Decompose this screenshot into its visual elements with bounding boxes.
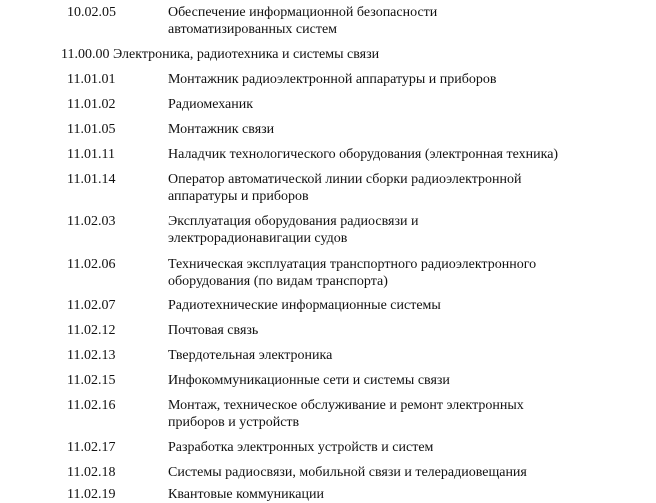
specialty-name: Радиомеханик xyxy=(168,97,254,112)
specialty-code: 11.01.11 xyxy=(67,147,115,162)
specialty-code: 11.02.07 xyxy=(67,298,116,313)
specialty-code: 11.01.02 xyxy=(67,97,116,112)
specialty-code: 11.02.19 xyxy=(67,487,116,502)
specialty-code: 11.02.06 xyxy=(67,257,116,272)
specialty-name: Обеспечение информационной безопасности автоматизированных систем xyxy=(168,5,438,37)
specialty-name: Разработка электронных устройств и систем xyxy=(168,440,434,455)
specialty-name: Монтаж, техническое обслуживание и ремонт электронных приборов и устройств xyxy=(168,398,524,430)
specialty-code: 11.01.01 xyxy=(67,72,116,87)
specialty-name: Оператор автоматической линии сборки радиоэлектронной аппаратуры и приборов xyxy=(168,172,522,204)
specialty-name: Квантовые коммуникации xyxy=(168,487,324,502)
specialty-name: Системы радиосвязи, мобильной связи и телерадиовещания xyxy=(168,465,527,480)
specialty-code: 11.02.13 xyxy=(67,348,116,363)
specialty-code: 11.02.16 xyxy=(67,398,116,413)
specialty-name: Монтажник связи xyxy=(168,122,275,137)
specialty-code: 11.01.05 xyxy=(67,122,116,137)
specialty-code: 11.02.12 xyxy=(67,323,116,338)
specialty-name: Радиотехнические информационные системы xyxy=(168,298,441,313)
specialty-code: 11.02.18 xyxy=(67,465,116,480)
specialty-name: Наладчик технологического оборудования (электронная техника) xyxy=(168,147,559,162)
specialty-code: 10.02.05 xyxy=(67,5,116,20)
specialty-code: 11.02.15 xyxy=(67,373,116,388)
specialty-name: Монтажник радиоэлектронной аппаратуры и приборов xyxy=(168,72,497,87)
specialty-name: Твердотельная электроника xyxy=(168,348,333,363)
specialty-name: Инфокоммуникационные сети и системы связи xyxy=(168,373,450,388)
specialty-code: 11.01.14 xyxy=(67,172,116,187)
specialty-code: 11.02.03 xyxy=(67,214,116,229)
specialty-name: Техническая эксплуатация транспортного радиоэлектронного оборудования (по видам транспорта) xyxy=(168,257,537,289)
specialty-name: Почтовая связь xyxy=(168,323,259,338)
specialty-name: Эксплуатация оборудования радиосвязи и электрорадионавигации судов xyxy=(168,214,419,246)
section-heading-text: 11.00.00 Электроника, радиотехника и системы связи xyxy=(61,47,380,62)
specialty-code: 11.02.17 xyxy=(67,440,116,455)
